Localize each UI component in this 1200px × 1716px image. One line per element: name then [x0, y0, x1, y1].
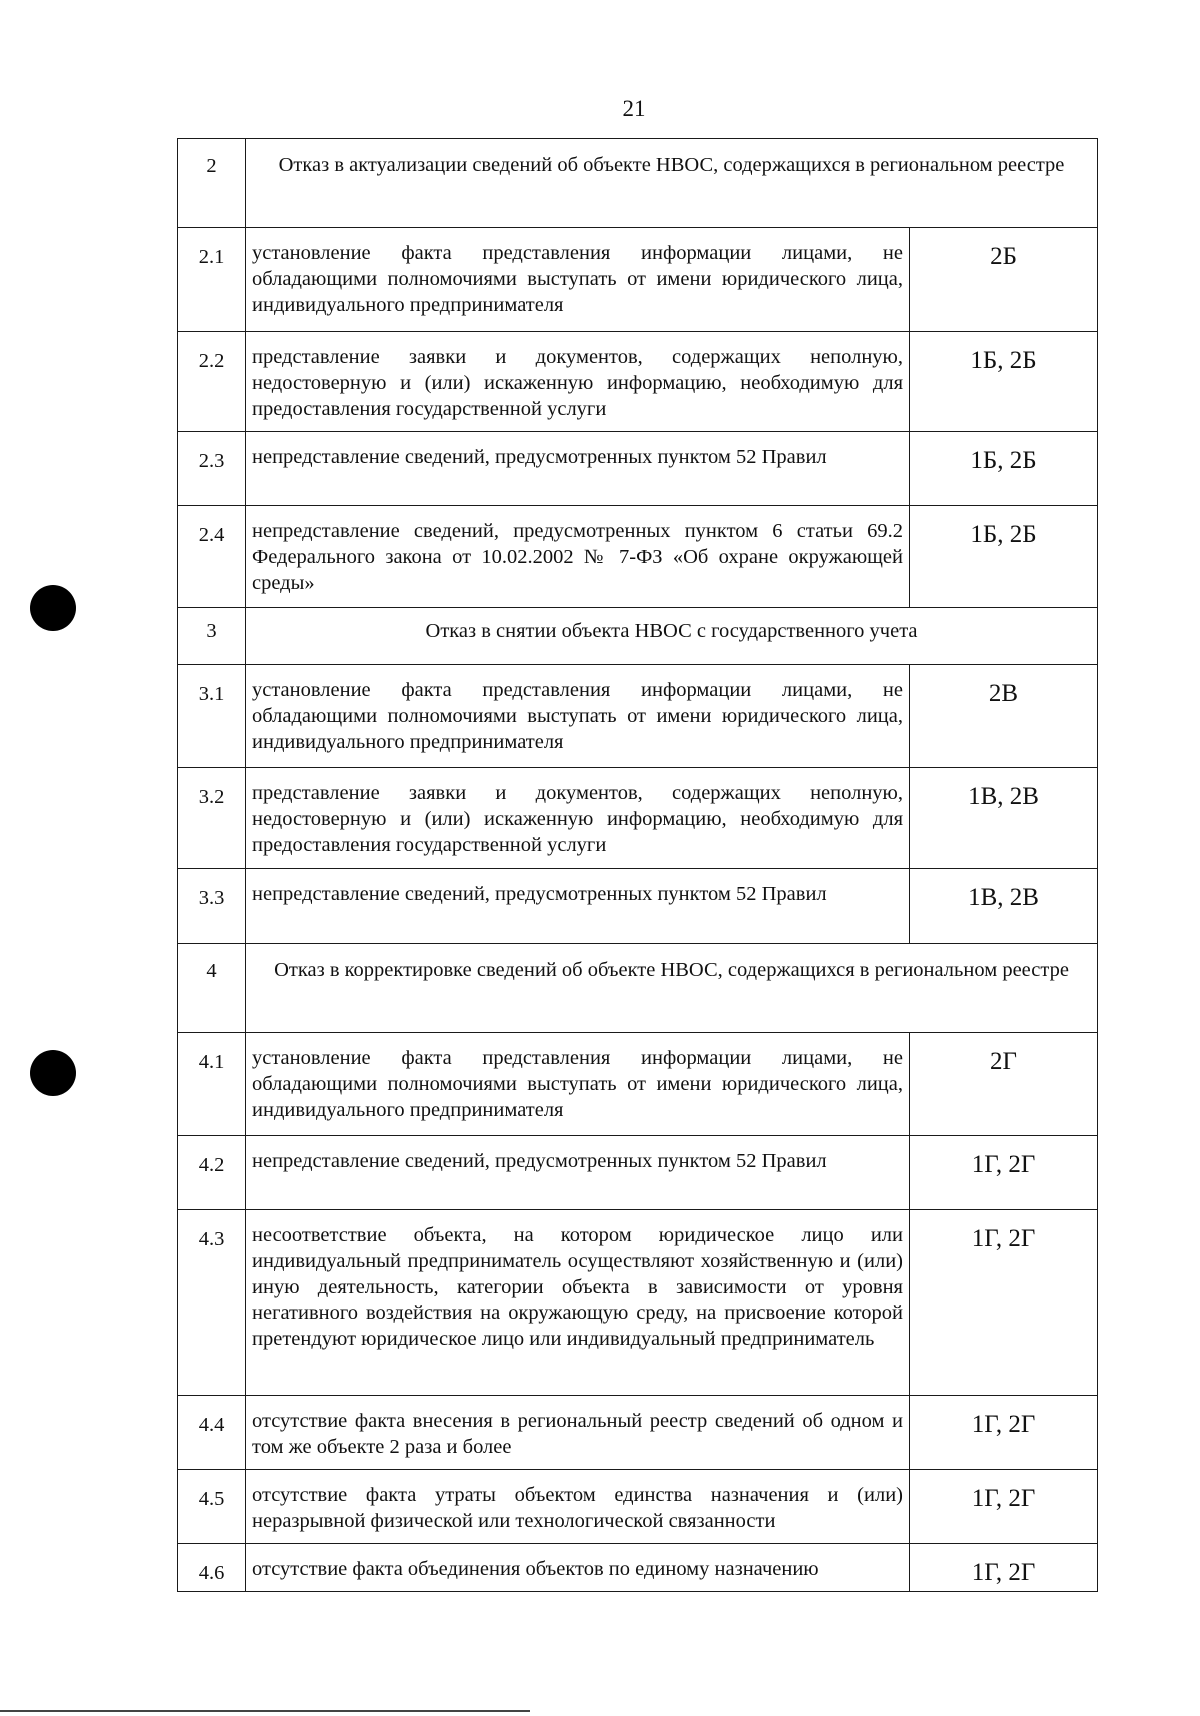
row-code: 2Б — [910, 228, 1098, 332]
refusal-grounds-table — [177, 138, 1098, 1592]
row-number: 4.1 — [178, 1033, 246, 1136]
row-number: 4.6 — [178, 1544, 246, 1592]
row-code: 1Г, 2Г — [910, 1136, 1098, 1210]
section-row — [178, 608, 1098, 665]
row-text: отсутствие факта внесения в региональный реестр сведений об одном и том же объекте 2 раза и более — [246, 1396, 910, 1470]
section-title: Отказ в корректировке сведений об объекте НВОС, содержащихся в региональном реестре — [246, 944, 1098, 1033]
punch-hole-mark — [30, 1050, 76, 1096]
row-number: 2.1 — [178, 228, 246, 332]
row-number: 2.3 — [178, 432, 246, 506]
row-text: непредставление сведений, предусмотренных пунктом 52 Правил — [246, 432, 910, 506]
row-number: 3.3 — [178, 869, 246, 944]
row-text: представление заявки и документов, содержащих неполную, недостоверную и (или) искаженную информацию, необходимую для предоставления государственной услуги — [246, 332, 910, 432]
table-row — [178, 1396, 1098, 1470]
section-row — [178, 139, 1098, 228]
table-row — [178, 869, 1098, 944]
row-text: представление заявки и документов, содержащих неполную, недостоверную и (или) искаженную информацию, необходимую для предоставления государственной услуги — [246, 768, 910, 869]
row-text: непредставление сведений, предусмотренных пунктом 52 Правил — [246, 1136, 910, 1210]
row-number: 3.1 — [178, 665, 246, 768]
table-row — [178, 1544, 1098, 1592]
row-code: 2Г — [910, 1033, 1098, 1136]
section-row — [178, 944, 1098, 1033]
table-row — [178, 1210, 1098, 1396]
row-number: 4.3 — [178, 1210, 246, 1396]
row-text: отсутствие факта утраты объектом единства назначения и (или) неразрывной физической или технологической связанности — [246, 1470, 910, 1544]
row-text: установление факта представления информации лицами, не обладающими полномочиями выступать от имени юридического лица, индивидуального предпринимателя — [246, 665, 910, 768]
row-code: 1Б, 2Б — [910, 332, 1098, 432]
row-number: 4 — [178, 944, 246, 1033]
row-code: 1Г, 2Г — [910, 1396, 1098, 1470]
row-code: 1В, 2В — [910, 768, 1098, 869]
row-number: 3 — [178, 608, 246, 665]
row-number: 2.4 — [178, 506, 246, 608]
row-code: 1Г, 2Г — [910, 1210, 1098, 1396]
row-code: 1Б, 2Б — [910, 506, 1098, 608]
row-code: 1Г, 2Г — [910, 1544, 1098, 1592]
row-text: установление факта представления информации лицами, не обладающими полномочиями выступать от имени юридического лица, индивидуального предпринимателя — [246, 1033, 910, 1136]
row-number: 4.5 — [178, 1470, 246, 1544]
row-number: 2 — [178, 139, 246, 228]
row-text: установление факта представления информации лицами, не обладающими полномочиями выступать от имени юридического лица, индивидуального предпринимателя — [246, 228, 910, 332]
table-row — [178, 1136, 1098, 1210]
punch-hole-mark — [30, 585, 76, 631]
page-number: 21 — [622, 96, 646, 121]
row-code: 1Г, 2Г — [910, 1470, 1098, 1544]
table-row — [178, 665, 1098, 768]
row-number: 4.4 — [178, 1396, 246, 1470]
row-code: 2В — [910, 665, 1098, 768]
scan-edge-line — [0, 1710, 530, 1712]
row-number: 2.2 — [178, 332, 246, 432]
table-row — [178, 332, 1098, 432]
row-code: 1В, 2В — [910, 869, 1098, 944]
row-number: 3.2 — [178, 768, 246, 869]
row-text: непредставление сведений, предусмотренных пунктом 52 Правил — [246, 869, 910, 944]
section-title: Отказ в снятии объекта НВОС с государственного учета — [246, 608, 1098, 665]
row-text: несоответствие объекта, на котором юридическое лицо или индивидуальный предприниматель осуществляют хозяйственную и (или) иную деятельность, категории объекта в зависимости от уровня негативного воздействия на окружающую среду, на присвоение которой претендуют юридическое лицо или индивидуальный предприниматель — [246, 1210, 910, 1396]
table-row — [178, 1470, 1098, 1544]
table-row — [178, 506, 1098, 608]
section-title: Отказ в актуализации сведений об объекте НВОС, содержащихся в региональном реестре — [246, 139, 1098, 228]
table-row — [178, 228, 1098, 332]
table-row — [178, 1033, 1098, 1136]
row-code: 1Б, 2Б — [910, 432, 1098, 506]
row-text: отсутствие факта объединения объектов по единому назначению — [246, 1544, 910, 1592]
row-text: непредставление сведений, предусмотренных пунктом 6 статьи 69.2 Федерального закона от 10.02.2002 № 7-ФЗ «Об охране окружающей среды» — [246, 506, 910, 608]
table-row — [178, 432, 1098, 506]
row-number: 4.2 — [178, 1136, 246, 1210]
table-row — [178, 768, 1098, 869]
